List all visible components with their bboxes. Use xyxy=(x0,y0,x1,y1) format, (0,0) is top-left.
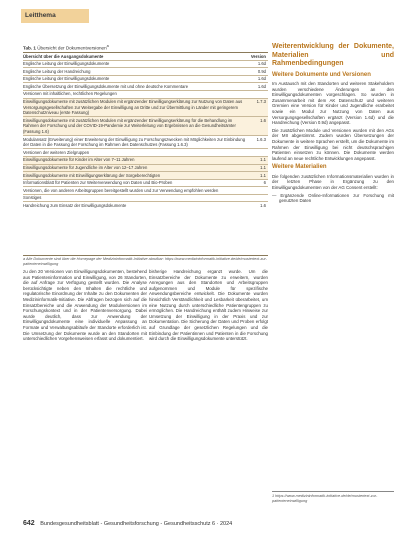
table-cell-text: Versionen mit inhaltlichen, rechtlichen Regelungen xyxy=(23,91,117,97)
table-cell-text: Einwilligungsdokumente mit Einwilligungserklärung der Sorgeberechtigten xyxy=(23,172,161,178)
table-cell-text: Einwilligungsdokumente mit zusätzlichen Modulen mit ergänzender Einwilligungserklärung zur Nutzung von Daten aus Versorgungsgesellschaften zur Weitergabe der Einwilligung an Dritte und zur Übermittlung in Länder mit geringerem Datenschutzniveau (erste Fassung) xyxy=(23,99,243,116)
table-cell-text: Englische Übersetzung der Einwilligungsdokumente mit und ohne deutsche Kommentare xyxy=(23,83,189,89)
paragraph-2: Die zusätzlichen Module und Versionen wurden mit den AGs der MII abgestimmt. Zudem wurden Übersetzungen der Dokumente in weitere Sprachen erstellt, um die Dokumente im Rahmen der Einwilligung bei nicht deutschsprachigen Patienten einsetzen zu können. Die Dokumente werden laufend an neue rechtliche Entwicklungen angepasst. xyxy=(272,127,394,161)
subheading-materials: Weitere Materialien xyxy=(272,164,327,171)
table-row xyxy=(23,60,268,68)
table-row xyxy=(23,67,268,75)
table-cell-text: Einwilligungsdokumente für Kinder im Alter von 7–11 Jahren xyxy=(23,157,135,163)
bullet-item: — Ergänzende Online-Informationen zur Forschung mit genutzten Daten xyxy=(272,192,394,204)
table-row xyxy=(23,201,268,209)
table-cell-version: 1.6 xyxy=(260,117,266,123)
table-cell-text: Einwilligungsdokumente für Jugendliche im Alter von 12–17 Jahren xyxy=(23,165,148,170)
table-caption xyxy=(23,43,268,52)
subheading-documents: Weitere Dokumente und Versionen xyxy=(272,71,371,78)
table-cell-version: 0.9d xyxy=(257,68,266,74)
table-cell-version: 1.1 xyxy=(260,157,266,163)
table-cell-version: 1.1 xyxy=(260,165,266,170)
table-row xyxy=(23,171,268,179)
table-cell-version: 1.6d xyxy=(257,83,266,89)
table-cell-version: 1.6 xyxy=(260,202,266,208)
table-cell-text: Handreichung zum Einsatz der Einwilligungsdokumente xyxy=(23,202,127,208)
journal-name: Bundesgesundheitsblatt - Gesundheitsforschung - Gesundheitsschutz 6 · 2024 xyxy=(40,521,233,527)
section-tag: Leitthema xyxy=(21,9,89,23)
page-footer xyxy=(23,520,395,528)
table-row xyxy=(23,90,268,98)
table-cell-version: 1.7.3 xyxy=(256,99,266,105)
table-cell-text: Englische Leitung der Handreichung xyxy=(23,68,91,74)
table-row xyxy=(23,164,268,172)
table-cell-text: Sonstiges xyxy=(23,195,42,201)
paragraph-1: Im Austausch mit den Standorten und weiteren Stakeholdern wurden verschiedene Änderungen an den Einwilligungsdokumenten vorgeschlagen. So wurden in Zusammenarbeit mit dem AK Datenschutz und weiteren Gremien eine Version für Kinder und Jugendliche erarbeitet sowie ein Modul zur Nutzung von Daten aus Versorgungsgesellschaften ergänzt (Version 1.6d) und die Handreichung (Version 0.9d) angepasst. xyxy=(272,81,394,126)
table-row xyxy=(23,186,268,194)
table-caption-sup: a xyxy=(106,44,109,48)
table-cell-version: 1.6.3 xyxy=(256,136,266,142)
table-note: a Alle Dokumente sind über die Homepage der Medizininformatik-Initiative abrufbar: https://www.medizininformatik-initiative.de/de/mustertext-zur-patienteneinwilligung xyxy=(23,257,267,266)
paragraph-3: Die folgenden zusätzlichen Informationsmaterialien wurden in der letzten Phase in Ergänzung zu den Einwilligungsdokumenten von der AG Consent erstellt: xyxy=(272,173,394,190)
table-cell-text: Englische Leitung der Einwilligungsdokumente xyxy=(23,61,110,67)
table-caption-text: Übersicht der Dokumentversionen xyxy=(37,45,107,51)
table-cell-version: 1.6d xyxy=(257,76,266,82)
table-header xyxy=(23,52,268,60)
table-cell-text: Einwilligungsdokumente mit zusätzlichen Modulen mit ergänzender Einwilligungserklärung für die Behandlung im Rahmen der Forschung und der COVID-19-Pandemie zur Weiterleitung von Ergebnissen an die Gesundheitsämter (Fassung 1.6) xyxy=(23,117,236,135)
table-cell-text: Versionen, die von anderen Arbeitsgruppen bereitgestellt wurden und zur Verwendung empfohlen werden xyxy=(23,187,219,193)
table-row xyxy=(23,148,268,156)
table-cell-text: Informationsblatt für Patienten zur Weiterverwendung von Daten und Bio-Proben xyxy=(23,180,173,186)
table-row xyxy=(23,156,268,164)
table-header-label: Übersicht über die Ausgangsdokumente xyxy=(23,53,104,59)
section-heading: Weiterentwicklung der Dokumente, Materialien und Rahmenbedingungen xyxy=(272,43,394,67)
table-row xyxy=(23,98,268,117)
body-column-right xyxy=(272,43,394,206)
table-cell-text: Versionen der weiteren Zielgruppen xyxy=(23,149,90,155)
table-caption-label: Tab. 1 xyxy=(23,45,36,51)
document-table xyxy=(23,52,268,209)
table-row xyxy=(23,82,268,90)
page-number: 642 xyxy=(23,520,35,527)
footnote: 1 https://www.medizininformatik-initiative.de/de/mustertext-zur-patienteneinwilligung xyxy=(272,491,394,504)
table-row xyxy=(23,194,268,202)
table-row xyxy=(23,179,268,187)
table-cell-version: 1.6d xyxy=(257,61,266,67)
body-column-left: zu den 20 Versionen von Einwilligungsdokumenten, bestehend aus Patienteninformation und Einwilligung, von 26 Standorten, die auf Anfrage zur Verfügung gestellt wurden. Die Analyse berücksichtigte neben den Inhalten die rechtliche und regulatorische Einordnung der Inhalte zu den Dokumenten der Medizininformatik-Initiative. Die Abfragen bezogen sich auf die Einsatzbereiche und die Anwendung der Modulversionen im Forschungskontext und in der Patientenversorgung. Dabei wurde deutlich, dass zur Anwendung der Einwilligungsdokumente eine individuelle Anpassung an Formate und Verwaltungsabläufe der Standorte erforderlich ist. Die Umsetzung der Dokumente wurde an den Standorten mit unterschiedlichen Vorgehensweisen erfasst und dokumentiert. xyxy=(23,269,147,342)
table-row xyxy=(23,116,268,135)
table-cell-version: 6 xyxy=(263,180,266,186)
table-cell-text: Englische Leitung der Einwilligungsdokumente xyxy=(23,76,110,82)
table-header-version: Version xyxy=(250,53,266,59)
table-row xyxy=(23,135,268,148)
table-row xyxy=(23,75,268,83)
table-cell-text: Modulansatz (Erweiterung) einer Erweiterung der Einwilligung zu Forschungszwecken mit Möglichkeiten zur Einbindung der Daten in die Fassung der Forschung im Rahmen des Datenschutzes (Fassung 1.6.3) xyxy=(23,136,246,148)
body-column-middle: bisherige Handreichung erganzt wurde. Um die Einsatzbereiche der Dokumente zu erweitern, wurden Anregungen aus den Standorten und Arbeitsgruppen aufgenommen und Module für spezifische Anwendungsbereiche entwickelt. Die Dokumente wurden hinsichtlich Verständlichkeit und Lesbarkeit überarbeitet, um eine Nutzung durch unterschiedliche Patientengruppen zu ermöglichen. Die Handreichung enthält zudem Hinweise zur Umsetzung der Einwilligung in der Praxis und zur Dokumentation. Die Sicherung der Daten und Proben erfolgt auf Grundlage der gesetzlichen Regelungen und die Einbindung der Patientinnen und Patienten in die Forschung wird durch die Einwilligungsdokumente unterstützt. xyxy=(149,269,268,342)
table-cell-version: 1.1 xyxy=(260,172,266,178)
